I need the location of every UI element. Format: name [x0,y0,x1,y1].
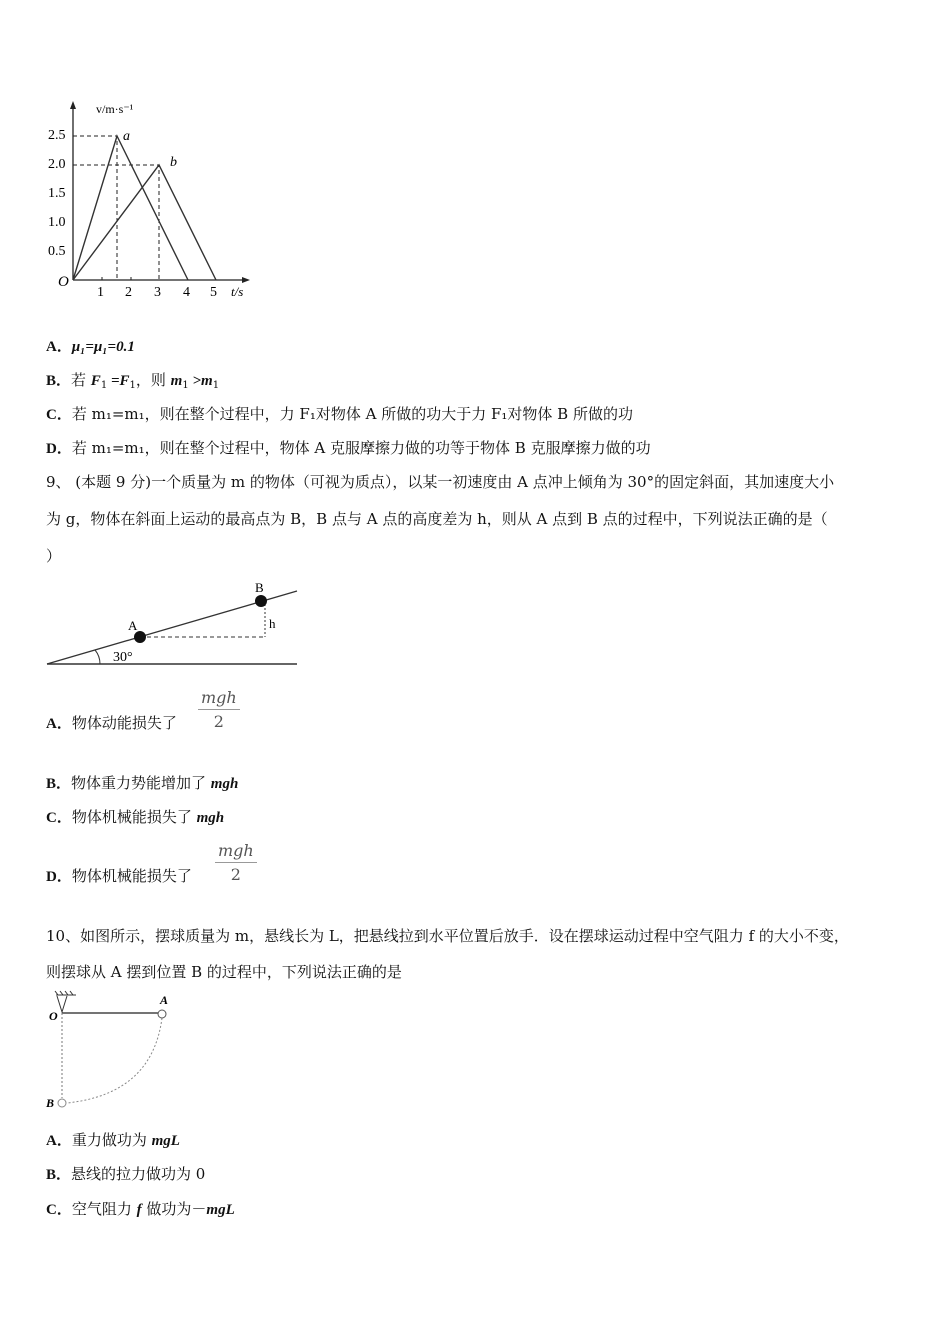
q8-option-b: B．若 $F_1 =F_1$，则 $m_1 >m_1$ [46,371,220,391]
q8-option-c: C．若 m₁=m₁，则在整个过程中，力 F₁对物体 A 所做的功大于力 F₁对物体 B 所做的功 [46,405,633,423]
svg-text:h: h [269,616,276,631]
q10-option-a: A．重力做功为 mgL [46,1131,180,1149]
incline-figure [40,570,310,675]
q9-option-a: A．物体动能损失了 [46,714,177,732]
svg-text:5: 5 [210,285,217,300]
x-axis-label: t/s [231,284,244,299]
svg-text:A: A [160,993,169,1007]
fraction-mgh-over-2: mgh 2 [198,688,240,731]
q8-option-d: D．若 m₁=m₁，则在整个过程中，物体 A 克服摩擦力做的功等于物体 B 克服摩擦力做的功 [46,439,651,457]
q9-option-b: B．物体重力势能增加了 mgh [46,774,239,792]
svg-text:1.0: 1.0 [48,215,66,230]
svg-text:2.0: 2.0 [48,157,66,172]
q10-option-c: C．空气阻力 f 做功为－mgL [46,1200,235,1218]
svg-text:1.5: 1.5 [48,186,66,201]
y-axis-label: v/m·s⁻¹ [96,102,134,116]
svg-text:A: A [128,618,138,633]
velocity-time-graph [40,95,260,305]
svg-text:B: B [255,580,264,595]
svg-text:B: B [46,1096,55,1110]
origin-label: O [58,274,69,290]
q9-stem-line3: ） [46,547,62,565]
point-a-ball [158,1010,166,1018]
q9-option-d: D．物体机械能损失了 [46,867,192,885]
point-b-ball [58,1099,66,1107]
svg-text:3: 3 [154,285,161,300]
pendulum-figure [40,990,180,1115]
fraction-mgh-over-2: mgh 2 [215,841,257,884]
q10-option-b: B．悬线的拉力做功为 0 [46,1165,206,1183]
series-b-label: b [170,155,177,170]
svg-text:30°: 30° [113,650,133,665]
point-b-dot [255,595,267,607]
q10-stem-line2: 则摆球从 A 摆到位置 B 的过程中，下列说法正确的是 [46,963,402,981]
q9-stem-line1: 9、 (本题 9 分)一个质量为 m 的物体（可视为质点），以某一初速度由 A 点冲上倾角为 30°的固定斜面，其加速度大小 [46,473,835,491]
svg-text:0.5: 0.5 [48,244,66,259]
svg-text:2: 2 [125,285,132,300]
q9-option-c: C．物体机械能损失了 mgh [46,808,225,826]
series-a-label: a [123,129,130,144]
svg-text:1: 1 [97,285,104,300]
q8-option-a: A．μ₁=μ₁=0.1 [46,339,135,355]
series-b-line [73,165,216,280]
svg-text:4: 4 [183,285,190,300]
svg-text:2.5: 2.5 [48,128,66,143]
svg-text:O: O [49,1009,58,1023]
q9-stem-line2: 为 g，物体在斜面上运动的最高点为 B，B 点与 A 点的高度差为 h，则从 A 点到 B 点的过程中，下列说法正确的是（ [46,510,828,528]
q10-stem-line1: 10、如图所示，摆球质量为 m，悬线长为 L，把悬线拉到水平位置后放手．设在摆球运动过程中空气阻力 f 的大小不变， [46,927,849,945]
